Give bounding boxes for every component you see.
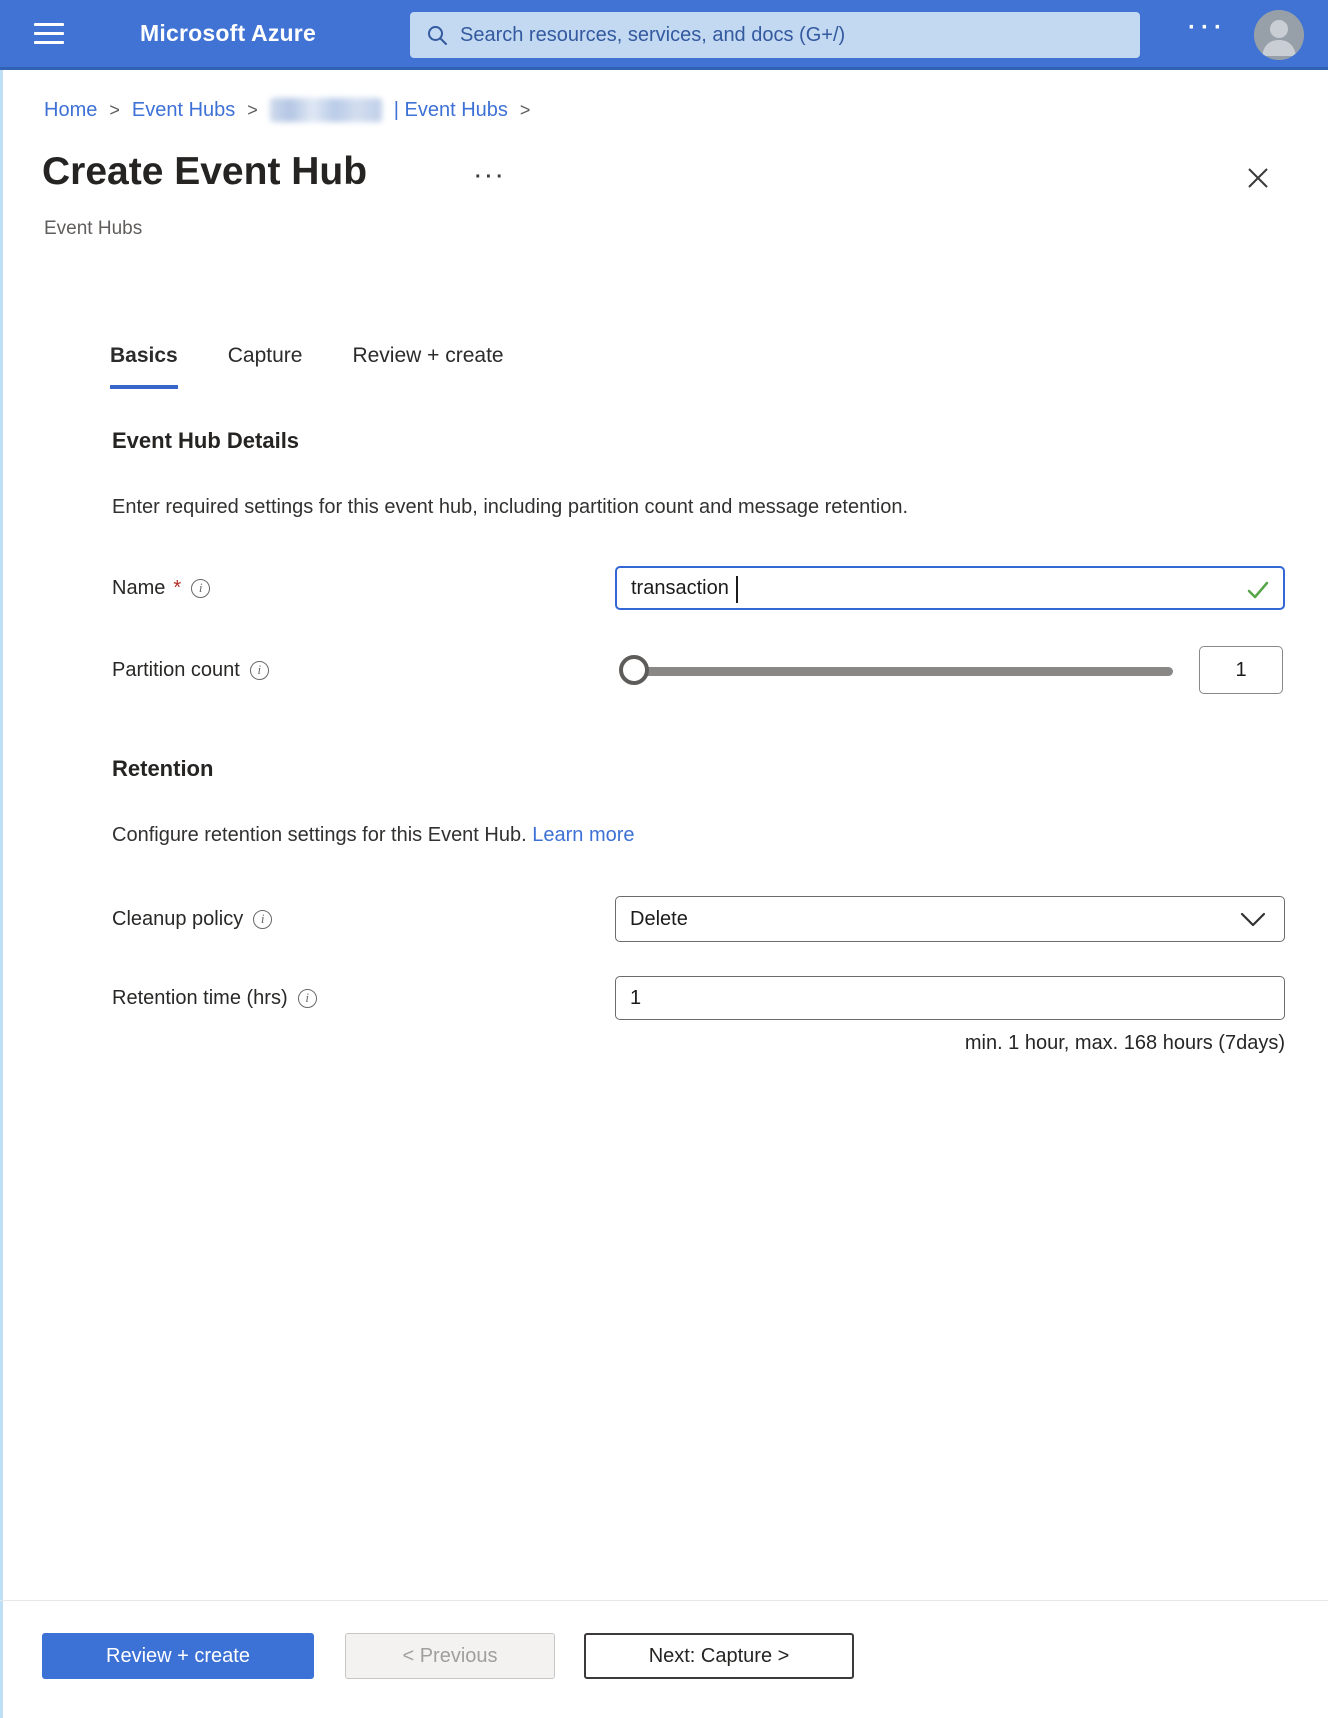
- retention-section-heading: Retention: [112, 756, 214, 781]
- retention-time-label-cell: [112, 976, 615, 1020]
- cleanup-policy-control-cell: [615, 896, 1285, 942]
- info-icon[interactable]: i: [191, 579, 210, 598]
- close-blade-button[interactable]: [1240, 160, 1276, 196]
- name-label: Name: [112, 576, 166, 599]
- partition-count-slider[interactable]: [615, 646, 1285, 694]
- retention-time-row: [112, 976, 1285, 1020]
- footer-divider: [0, 1600, 1328, 1601]
- tab-capture[interactable]: Capture: [227, 344, 303, 367]
- retention-time-textfield: [615, 976, 1285, 1020]
- info-icon[interactable]: i: [253, 910, 272, 929]
- menu-icon[interactable]: [34, 23, 64, 47]
- details-section-description: Enter required settings for this event hub, including partition count and message retention.: [112, 496, 909, 518]
- blade-left-edge: [0, 70, 3, 1718]
- brand-title[interactable]: Microsoft Azure: [140, 20, 316, 46]
- cleanup-policy-label: Cleanup policy: [112, 907, 244, 930]
- previous-button[interactable]: < Previous: [345, 1633, 555, 1679]
- name-textfield: [615, 566, 1285, 610]
- review-create-button[interactable]: Review + create: [42, 1633, 314, 1679]
- cleanup-policy-selected-value: Delete: [630, 907, 688, 930]
- account-avatar[interactable]: [1254, 10, 1304, 60]
- valid-checkmark-icon: [1246, 579, 1270, 601]
- slider-thumb[interactable]: [619, 655, 649, 685]
- cleanup-policy-label-cell: [112, 896, 615, 942]
- chevron-down-icon: [1240, 912, 1266, 928]
- breadcrumb: [44, 98, 530, 122]
- breadcrumb-separator: >: [519, 99, 531, 120]
- name-control-cell: [615, 566, 1285, 610]
- title-more-button[interactable]: ···: [475, 166, 507, 188]
- details-section-heading: Event Hub Details: [112, 428, 300, 453]
- wizard-tabs: [110, 344, 504, 389]
- cleanup-policy-row: [112, 896, 1285, 942]
- name-label-cell: [112, 566, 615, 610]
- retention-time-input[interactable]: [616, 977, 1284, 1019]
- azure-top-bar: [0, 0, 1328, 70]
- tab-review-create[interactable]: Review + create: [352, 344, 504, 367]
- redacted-namespace-name: [270, 98, 382, 122]
- name-field-row: [112, 566, 1285, 610]
- topbar-more-button[interactable]: ···: [1188, 14, 1227, 41]
- partition-count-value-box[interactable]: 1: [1199, 646, 1283, 694]
- global-search[interactable]: [410, 12, 1140, 58]
- partition-count-label: Partition count: [112, 658, 240, 681]
- info-icon[interactable]: i: [298, 989, 317, 1008]
- blade-subtitle: Event Hubs: [44, 218, 143, 239]
- retention-section-description: [112, 824, 635, 847]
- breadcrumb-namespace-event-hubs-link[interactable]: | Event Hubs: [393, 98, 508, 121]
- breadcrumb-separator: >: [247, 99, 258, 120]
- text-caret: [736, 576, 738, 603]
- person-icon: [1254, 10, 1304, 60]
- retention-time-hint: min. 1 hour, max. 168 hours (7days): [964, 1032, 1285, 1054]
- retention-description-text: Configure retention settings for this Event Hub.: [112, 824, 527, 846]
- breadcrumb-event-hubs-link[interactable]: Event Hubs: [131, 98, 236, 121]
- search-icon: [426, 24, 448, 46]
- required-asterisk: *: [173, 576, 182, 599]
- info-icon[interactable]: i: [250, 661, 269, 680]
- breadcrumb-separator: >: [109, 99, 120, 120]
- cleanup-policy-dropdown[interactable]: [615, 896, 1285, 942]
- next-capture-button[interactable]: Next: Capture >: [584, 1633, 854, 1679]
- slider-track[interactable]: [633, 667, 1173, 676]
- close-icon: [1246, 166, 1270, 190]
- page-title: Create Event Hub: [42, 150, 368, 193]
- retention-time-control-cell: [615, 976, 1285, 1020]
- breadcrumb-home-link[interactable]: Home: [44, 98, 98, 121]
- search-input[interactable]: [460, 24, 1124, 47]
- retention-time-label: Retention time (hrs): [112, 986, 288, 1009]
- name-input[interactable]: [617, 568, 1283, 608]
- partition-count-control-cell: [615, 646, 1285, 694]
- partition-count-label-cell: [112, 646, 615, 694]
- tab-basics[interactable]: Basics: [110, 344, 178, 389]
- partition-count-row: [112, 646, 1285, 694]
- learn-more-link[interactable]: Learn more: [532, 824, 635, 846]
